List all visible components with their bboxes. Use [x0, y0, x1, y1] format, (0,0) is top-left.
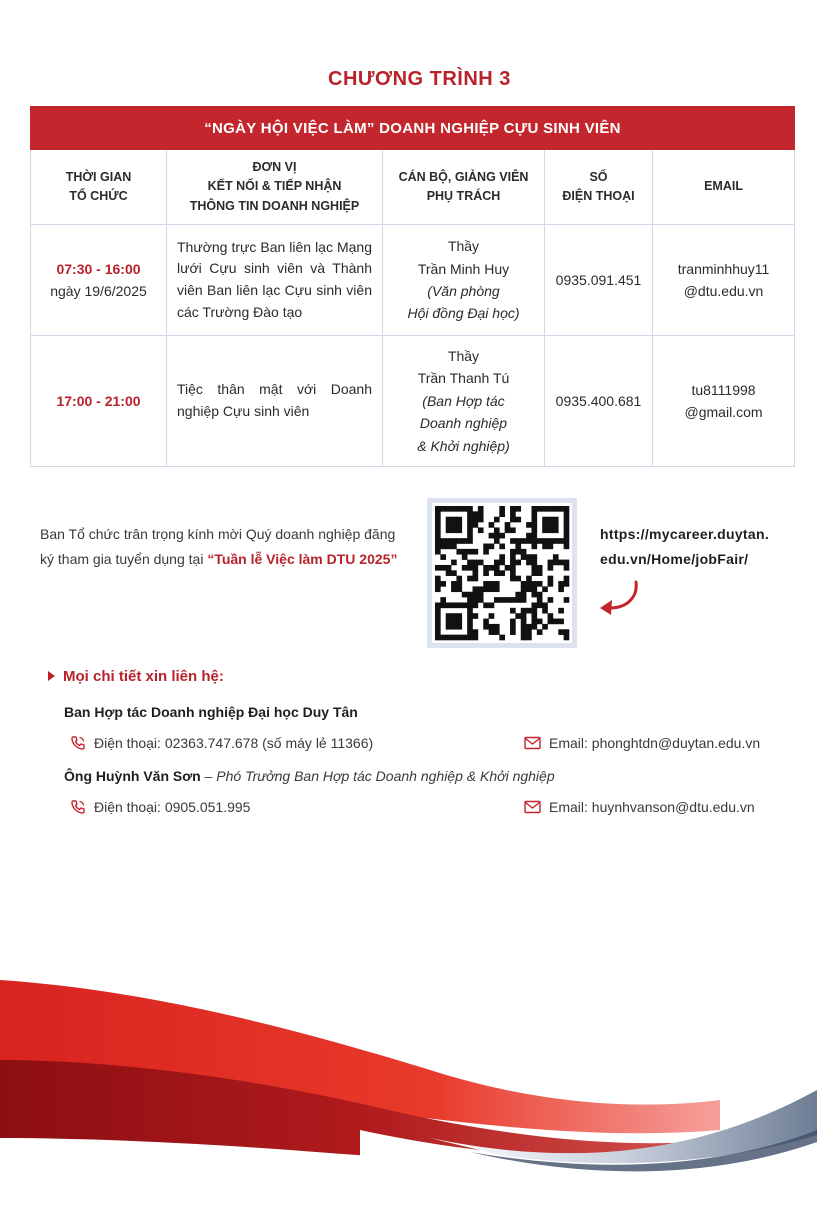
- header-phone: SỐ ĐIỆN THOẠI: [545, 150, 653, 225]
- unit-cell: Thường trực Ban liên lạc Mạng lưới Cựu sinh viên và Thành viên Ban liên lạc Cựu sinh viên các Trường Đào tạo: [167, 225, 383, 336]
- org-phone[interactable]: Điện thoại: 02363.747.678 (số máy lẻ 11366): [70, 735, 373, 751]
- contact-heading: Mọi chi tiết xin liên hệ:: [48, 668, 224, 685]
- person-cell: Thầy Trần Minh Huy (Văn phòng Hội đồng Đại học): [383, 225, 545, 336]
- program-table: [30, 106, 795, 467]
- decorative-wave: [0, 960, 839, 1205]
- email-cell: tu8111998 @gmail.com: [653, 336, 795, 467]
- contact-person: Ông Huỳnh Văn Sơn – Phó Trưởng Ban Hợp tác Doanh nghiệp & Khởi nghiệp: [64, 768, 555, 784]
- phone-cell: 0935.091.451: [545, 225, 653, 336]
- phone-cell: 0935.400.681: [545, 336, 653, 467]
- registration-url[interactable]: https://mycareer.duytan. edu.vn/Home/jobFair/: [600, 526, 770, 567]
- curved-arrow-icon: [596, 578, 646, 623]
- header-unit: ĐƠN VỊ KẾT NỐI & TIẾP NHẬN THÔNG TIN DOANH NGHIỆP: [167, 150, 383, 225]
- qr-code[interactable]: [427, 498, 577, 648]
- email-cell: tranminhhuy11 @dtu.edu.vn: [653, 225, 795, 336]
- organization-name: Ban Hợp tác Doanh nghiệp Đại học Duy Tân: [64, 704, 358, 720]
- table-banner: “NGÀY HỘI VIỆC LÀM” DOANH NGHIỆP CỰU SINH VIÊN: [31, 107, 795, 150]
- event-name: “Tuần lễ Việc làm DTU 2025”: [207, 550, 398, 567]
- mail-icon: [524, 800, 541, 814]
- triangle-bullet-icon: [48, 671, 55, 681]
- time-cell: 17:00 - 21:00: [31, 336, 167, 467]
- phone-icon: [70, 799, 86, 815]
- phone-icon: [70, 735, 86, 751]
- person-phone[interactable]: Điện thoại: 0905.051.995: [70, 799, 250, 815]
- table-row: [31, 336, 795, 467]
- mail-icon: [524, 736, 541, 750]
- org-email[interactable]: Email: phonghtdn@duytan.edu.vn: [524, 735, 760, 751]
- invitation-text: Ban Tổ chức trân trọng kính mời Quý doanh nghiệp đăng ký tham gia tuyển dụng tại “Tuần lễ Việc làm DTU 2025”: [40, 526, 398, 567]
- program-title: CHƯƠNG TRÌNH 3: [328, 68, 511, 90]
- person-cell: Thầy Trần Thanh Tú (Ban Hợp tác Doanh nghiệp & Khởi nghiệp): [383, 336, 545, 467]
- table-row: [31, 225, 795, 336]
- header-person: CÁN BỘ, GIẢNG VIÊN PHỤ TRÁCH: [383, 150, 545, 225]
- unit-cell: Tiệc thân mật với Doanh nghiệp Cựu sinh viên: [167, 336, 383, 467]
- header-email: EMAIL: [653, 150, 795, 225]
- person-email[interactable]: Email: huynhvanson@dtu.edu.vn: [524, 799, 755, 815]
- header-time: THỜI GIAN TỔ CHỨC: [31, 150, 167, 225]
- time-cell: 07:30 - 16:00 ngày 19/6/2025: [31, 225, 167, 336]
